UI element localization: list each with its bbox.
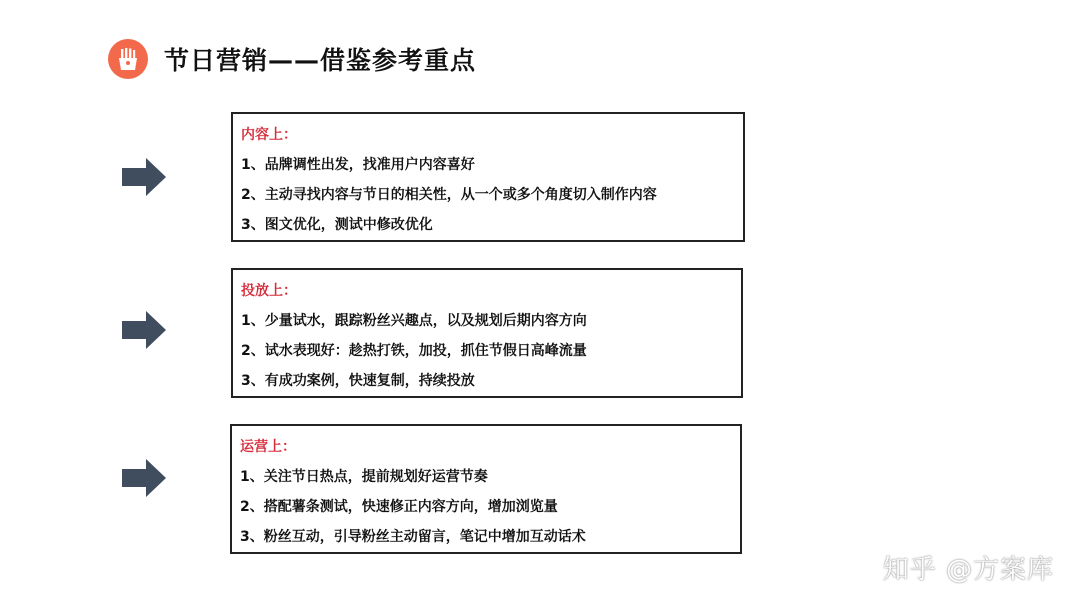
section-title: 投放上：: [241, 283, 297, 299]
list-item: 2、主动寻找内容与节日的相关性，从一个或多个角度切入制作内容: [241, 187, 657, 203]
list-item: 3、图文优化，测试中修改优化: [241, 217, 433, 233]
list-item: 3、粉丝互动，引导粉丝主动留言，笔记中增加互动话术: [240, 529, 586, 545]
list-item: 2、试水表现好：趁热打铁，加投，抓住节假日高峰流量: [241, 343, 587, 359]
content-section-box: [231, 112, 745, 242]
list-item: 3、有成功案例，快速复制，持续投放: [241, 373, 475, 389]
right-arrow-icon: [120, 156, 168, 198]
right-arrow-icon: [120, 309, 168, 351]
list-item: 1、少量试水，跟踪粉丝兴趣点，以及规划后期内容方向: [241, 313, 587, 329]
operation-section-box: [230, 424, 742, 554]
fries-icon: [108, 39, 148, 79]
section-title: 运营上：: [240, 439, 296, 455]
list-item: 1、品牌调性出发，找准用户内容喜好: [241, 157, 475, 173]
page-title: 节日营销——借鉴参考重点: [164, 46, 477, 75]
list-item: 2、搭配薯条测试，快速修正内容方向，增加浏览量: [240, 499, 558, 515]
placement-section-box: [231, 268, 743, 398]
watermark: 知乎 @方案库: [882, 555, 1054, 585]
slide-header: [108, 37, 476, 81]
section-title: 内容上：: [241, 127, 297, 143]
list-item: 1、关注节日热点，提前规划好运营节奏: [240, 469, 488, 485]
right-arrow-icon: [120, 457, 168, 499]
